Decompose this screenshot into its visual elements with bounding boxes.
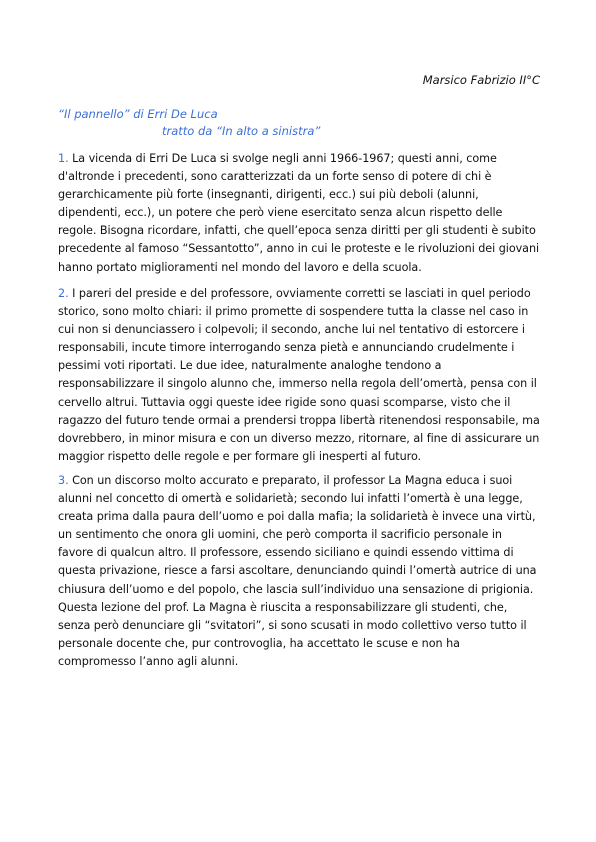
paragraph-2	[58, 285, 540, 466]
paragraph-number: 2.	[58, 287, 69, 300]
paragraph-text: La vicenda di Erri De Luca si svolge negli anni 1966-1967; questi anni, come d'altronde i precedenti, sono caratterizzati da un forte senso di potere di chi è gerarchicamente più forte (insegnanti, dirigenti, ecc.) sui più deboli (alunni, dipendenti, ecc.), un potere che però viene esercitato senza alcun rispetto delle regole. Bisogna ricordare, infatti, che quell’epoca senza diritti per gli studenti è subito precedente al famoso “Sessantotto”, anno in cui le proteste e le rivoluzioni dei giovani hanno portato miglioramenti nel mondo del lavoro e della scuola.	[58, 152, 540, 274]
paragraph-text: I pareri del preside e del professore, ovviamente corretti se lasciati in quel periodo storico, sono molto chiari: il primo promette di sospendere tutta la classe nel caso in cui non si denunciassero i colpevoli; il secondo, anche lui nel tentativo di estorcere i responsabili, incute timore interrogando senza pietà e annunciando crudelmente i pessimi voti riportati. Le due idee, naturalmente analoghe tendono a responsabilizzare il singolo alunno che, immerso nella regola dell’omertà, pensa con il cervello altrui. Tuttavia oggi queste idee rigide sono quasi scomparse, visto che il ragazzo del futuro tende ormai a prendersi troppa libertà ritenendosi responsabile, ma dovrebbero, in minor misura e con un diverso mezzo, ritornare, al fine di assicurare un maggior rispetto delle regole e per formare gli inesperti al futuro.	[58, 287, 540, 463]
paragraph-text: Con un discorso molto accurato e preparato, il professor La Magna educa i suoi alunni nel concetto di omertà e solidarietà; secondo lui infatti l’omertà è una legge, creata prima dalla paura dell’uomo e poi dalla mafia; la solidarietà è invece una virtù, un sentimento che onora gli uomini, che però comporta il sacrificio personale in favore di qualcun altro. Il professore, essendo siciliano e quindi essendo vittima di questa privazione, riesce a farsi ascoltare, denunciando quindi l’omertà autrice di una chiusura dell’uomo e del popolo, che lascia sull’individuo una sensazione di prigionia. Questa lezione del prof. La Magna è riuscita a responsabilizzare gli studenti, che, senza però denunciare gli “svitatori”, si sono scusati in modo collettivo verso tutto il personale docente che, pur controvoglia, ha accettato le scuse e non ha compromesso l’anno agli alunni.	[58, 474, 537, 668]
paragraph-3	[58, 472, 540, 671]
essay-subtitle: tratto da “In alto a sinistra”	[162, 124, 321, 138]
paragraph-number: 3.	[58, 474, 69, 487]
essay-title: “Il pannello” di Erri De Luca	[58, 107, 218, 121]
paragraph-1	[58, 150, 540, 277]
paragraph-number: 1.	[58, 152, 69, 165]
author-name: Marsico Fabrizio II°C	[422, 73, 540, 87]
